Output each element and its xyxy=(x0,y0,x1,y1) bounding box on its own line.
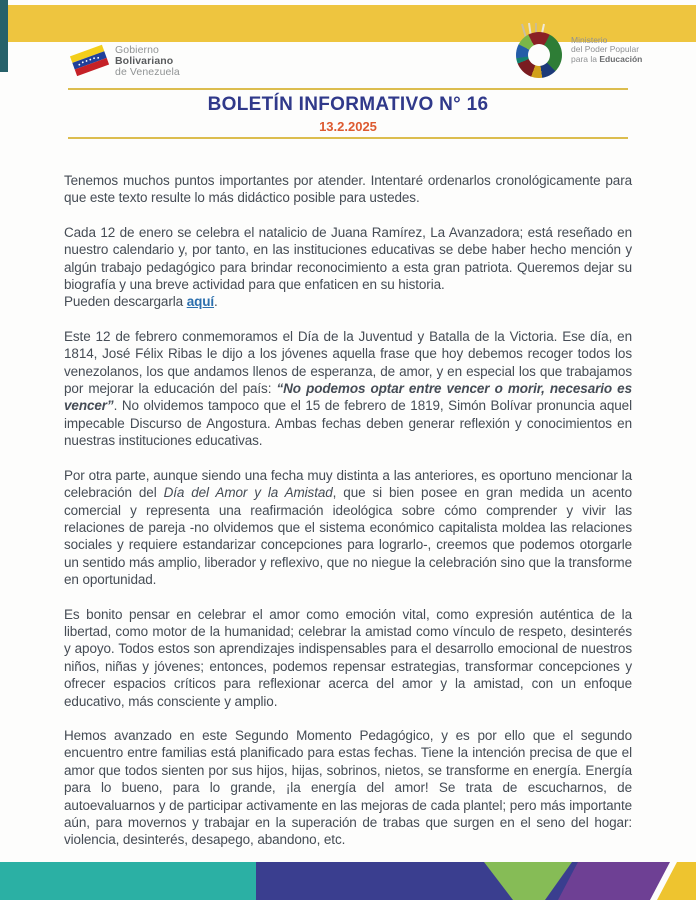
min-logo-line2: del Poder Popular xyxy=(571,44,640,55)
min-logo-line1: Ministerio xyxy=(571,34,608,45)
text-run: Tenemos muchos puntos importantes por atender. Intentaré ordenarlos cronológicamente para que este texto resulte lo más didáctico posible para ustedes. xyxy=(64,173,632,206)
gov-logo-line2: Bolivariano xyxy=(115,55,174,67)
text-run: . No olvidemos tampoco que el 15 de febrero de 1819, Simón Bolívar pronuncia aquel impecable Discurso de Angostura. Ambas fechas deben generar reflexión y conocimientos en nuestras instituciones educativas. xyxy=(64,398,632,449)
paragraph xyxy=(64,606,632,710)
corner-accent-bar xyxy=(0,0,8,72)
text-run: . xyxy=(214,294,218,310)
text-run: Por otra parte, aunque siendo una fecha muy distinta a las anteriores, es oportuno mencionar la celebración del xyxy=(64,467,632,501)
top-divider-line xyxy=(68,88,628,90)
bottom-divider-line xyxy=(68,137,628,139)
text-run: Hemos avanzado en este Segundo Momento Pedagógico, y es por ello que el segundo encuentro entre familias está planificado para estas fechas. Tiene la intención precisa de que el amor que todos sienten por sus hijos, hijas, sobrinos, nietos, se transforme en energía. Energía para lo bueno, para lo grande, ¡la energía del amor! Se trata de escucharnos, de autoevaluarnos y de participar activamente en las mejoras de cada plantel; pero más importante aún, para movernos y trabajar en la superación de trabas que surgen en el seno del hogar: violencia, desinterés, desapego, abandono, etc. xyxy=(64,727,632,848)
paragraph xyxy=(64,328,632,450)
download-link[interactable]: aquí xyxy=(186,294,215,310)
bulletin-title: BOLETÍN INFORMATIVO N° 16 xyxy=(207,94,489,115)
ministry-ring-icon xyxy=(514,22,564,78)
min-logo-line3: para la Educación xyxy=(571,53,643,64)
ministry-logo xyxy=(514,22,642,78)
paragraph xyxy=(64,467,632,589)
gov-logo-line1: Gobierno xyxy=(115,44,159,56)
ministry-logo-text xyxy=(571,36,642,65)
paragraph xyxy=(64,727,632,849)
paragraph xyxy=(64,172,632,207)
venezuela-flag-icon xyxy=(68,40,110,83)
government-logo xyxy=(68,40,180,83)
text-run: Cada 12 de enero se celebra el natalicio de Juana Ramírez, La Avanzadora; está reseñado en nuestro calendario y, por tanto, en las instituciones educativas se debe haber hecho mención y algún trabajo pedagógico para brindar reconocimiento a esta gran patriota. Queremos dejar su biografía y una breve actividad para que enfaticen en su historia. xyxy=(64,224,632,293)
text-run: , que si bien posee en gran medida un acento comercial y representa una reafirmación ideológica sobre cómo comprender y vivir las relaciones de pareja -no olvidemos que el sistema económico capitalista moldea las relaciones sociales y requiere estandarizar concepciones para lograrlo-, creemos que podemos otorgarle un sentido más amplio, liberador y reflexivo, que no niegue la celebración sino que la transforme en oportunidad. xyxy=(64,485,632,588)
strip-teal-block xyxy=(0,862,256,900)
text-run: Este 12 de febrero conmemoramos el Día de la Juventud y Batalla de la Victoria. Ese día, en 1814, José Félix Ribas le dijo a los jóvenes aquella frase que hoy debemos recoger todos los venezolanos, los que andamos llenos de esperanza, de amor, y en especial los que trabajamos por mejorar la educación del país: xyxy=(64,328,632,397)
text-run: Es bonito pensar en celebrar el amor como emoción vital, como expresión auténtica de la libertad, como motor de la humanidad; celebrar la amistad como vínculo de respeto, desinterés y apoyo. Todos estos son aprendizajes indispensables para el desarrollo emocional de nuestros niños, niñas y jóvenes; entonces, podemos repensar estrategias, transformar concepciones y ofrecer espacios críticos para reflexionar acerca del amor y la amistad, con un enfoque educativo, más consciente y amplio. xyxy=(64,606,632,709)
paragraph xyxy=(64,224,632,311)
text-run: Pueden descargarla xyxy=(64,294,187,310)
bottom-decoration xyxy=(0,862,696,900)
text-run: Día del Amor y la Amistad xyxy=(163,485,333,501)
bulletin-date: 13.2.2025 xyxy=(319,119,377,134)
text-run: “No podemos optar entre vencer o morir, necesario es vencer” xyxy=(64,381,632,414)
government-logo-text xyxy=(115,45,180,78)
gov-logo-line3: de Venezuela xyxy=(115,66,180,78)
body-text xyxy=(64,172,632,866)
